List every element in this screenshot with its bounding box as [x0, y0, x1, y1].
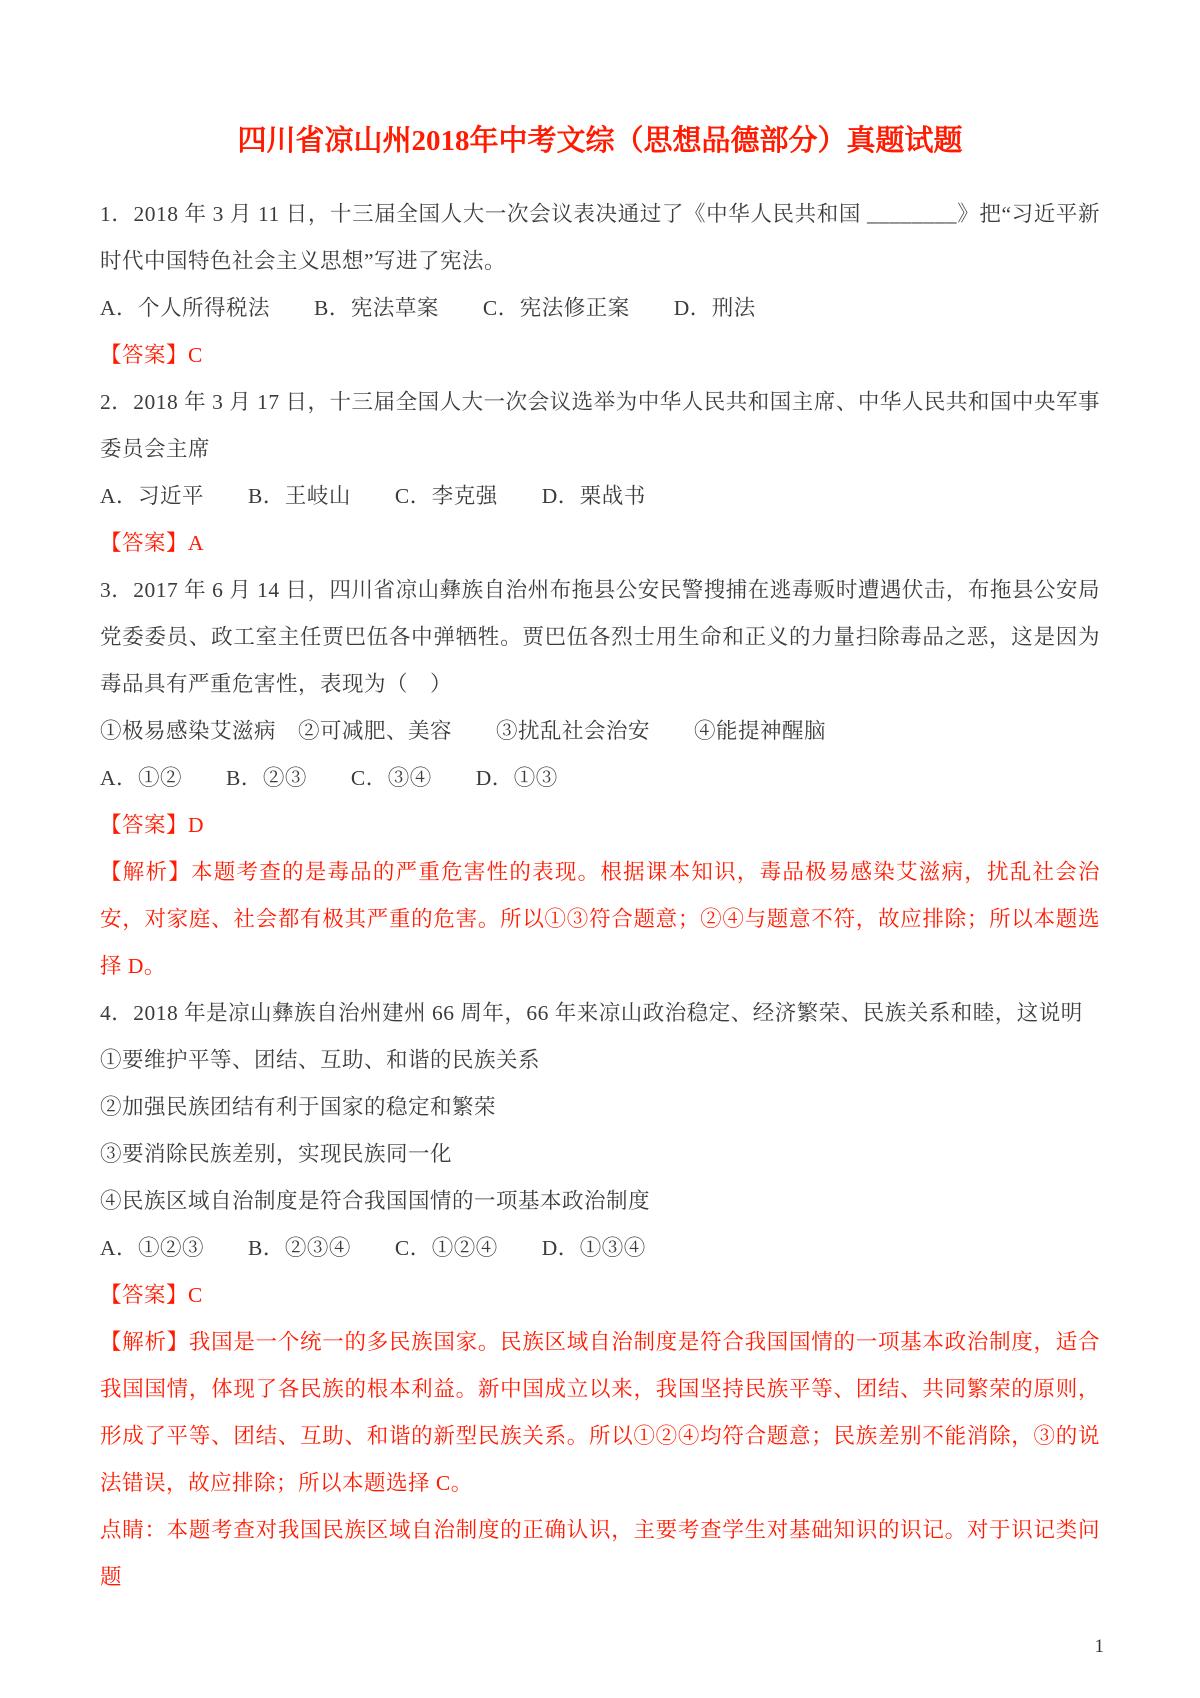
question-4-item-3: ③要消除民族差别，实现民族同一化 [100, 1142, 453, 1166]
question-4-item-1: ①要维护平等、团结、互助、和谐的民族关系 [100, 1048, 541, 1072]
page-number: 1 [1094, 1636, 1104, 1657]
question-4-item-4: ④民族区域自治制度是符合我国国情的一项基本政治制度 [100, 1189, 651, 1213]
question-4-note: 点睛：本题考查对我国民族区域自治制度的正确认识，主要考查学生对基础知识的识记。对于识记类问题 [100, 1518, 1100, 1589]
question-4-stem: 4．2018 年是凉山彝族自治州建州 66 周年，66 年来凉山政治稳定、经济繁荣、民族关系和睦，这说明 [100, 1001, 1083, 1025]
question-4-analysis: 【解析】我国是一个统一的多民族国家。民族区域自治制度是符合我国国情的一项基本政治制度，适合我国国情，体现了各民族的根本利益。新中国成立以来，我国坚持民族平等、团结、共同繁荣的原则，形成了平等、团结、互助、和谐的新型民族关系。所以①②④均符合题意；民族差别不能消除，③的说法错误，故应排除；所以本题选择 C。 [100, 1330, 1100, 1495]
question-4-item-2: ②加强民族团结有利于国家的稳定和繁荣 [100, 1095, 497, 1119]
question-2-answer: 【答案】A [100, 531, 205, 555]
question-1-answer: 【答案】C [100, 343, 203, 367]
question-2-stem: 2．2018 年 3 月 17 日，十三届全国人大一次会议选举为中华人民共和国主席、中华人民共和国中央军事委员会主席 [100, 390, 1100, 461]
question-3-stem: 3．2017 年 6 月 14 日，四川省凉山彝族自治州布拖县公安民警搜捕在逃毒贩时遭遇伏击，布拖县公安局党委委员、政工室主任贾巴伍各中弹牺牲。贾巴伍各烈士用生命和正义的力量扫除毒品之恶，这是因为毒品具有严重危害性，表现为（ ） [100, 578, 1100, 696]
question-3-options: A．①② B．②③ C．③④ D．①③ [100, 766, 558, 790]
question-4-options: A．①②③ B．②③④ C．①②④ D．①③④ [100, 1236, 646, 1260]
question-3-analysis: 【解析】本题考查的是毒品的严重危害性的表现。根据课本知识，毒品极易感染艾滋病，扰乱社会治安，对家庭、社会都有极其严重的危害。所以①③符合题意；②④与题意不符，故应排除；所以本题选择 D。 [100, 860, 1100, 978]
question-3-answer: 【答案】D [100, 813, 205, 837]
question-4-answer: 【答案】C [100, 1283, 203, 1307]
question-1-options: A．个人所得税法 B．宪法草案 C．宪法修正案 D．刑法 [100, 296, 756, 320]
question-1-stem: 1．2018 年 3 月 11 日，十三届全国人大一次会议表决通过了《中华人民共和国 ________》把“习近平新时代中国特色社会主义思想”写进了宪法。 [100, 202, 1100, 273]
document-title: 四川省凉山州2018年中考文综（思想品德部分）真题试题 [237, 125, 963, 157]
question-3-items: ①极易感染艾滋病 ②可减肥、美容 ③扰乱社会治安 ④能提神醒脑 [100, 719, 827, 743]
question-2-options: A．习近平 B．王岐山 C．李克强 D．栗战书 [100, 484, 646, 508]
